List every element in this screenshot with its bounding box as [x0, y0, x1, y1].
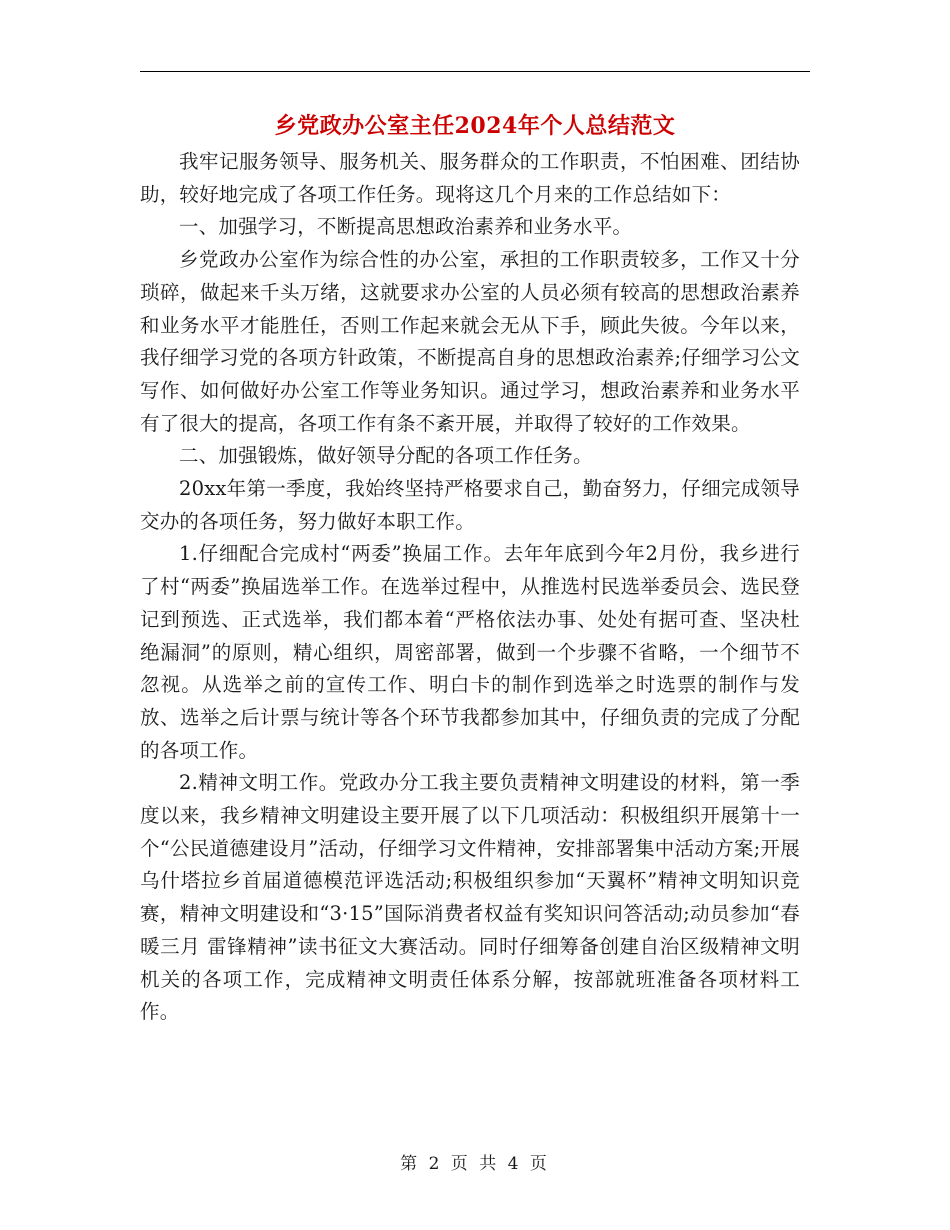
paragraph-intro: 我牢记服务领导、服务机关、服务群众的工作职责，不怕困难、团结协助，较好地完成了各项工作任务。现将这几个月来的工作总结如下： — [140, 150, 800, 206]
paragraph-study: 乡党政办公室作为综合性的办公室，承担的工作职责较多，工作又十分琐碎，做起来千头万绪，这就要求办公室的人员必须有较高的思想政治素养和业务水平才能胜任，否则工作起来就会无从下手，顾此失彼。今年以来，我仔细学习党的各项方针政策，不断提高自身的思想政治素养;仔细学习公文写作、如何做好办公室工作等业务知识。通过学习，想政治素养和业务水平有了很大的提高，各项工作有条不紊开展，并取得了较好的工作效果。 — [140, 248, 800, 435]
header-rule — [140, 71, 810, 72]
section-heading-2: 二、加强锻炼，做好领导分配的各项工作任务。 — [179, 444, 593, 468]
page-footer: 第 2 页 共 4 页 — [400, 1154, 550, 1174]
paragraph-civilization: 2.精神文明工作。党政办分工我主要负责精神文明建设的材料，第一季度以来，我乡精神文明建设主要开展了以下几项活动：积极组织开展第十一个“公民道德建设月”活动，仔细学习文件精神，安排部署集中活动方案;开展乌什塔拉乡首届道德模范评选活动;积极组织参加“天翼杯”精神文明知识竞赛，精神文明建设和“3·15”国际消费者权益有奖知识问答活动;动员参加“春暖三月 雷锋精神”读书征文大赛活动。同时仔细筹备创建自治区级精神文明机关的各项工作，完成精神文明责任体系分解，按部就班准备各项材料工作。 — [140, 771, 800, 1024]
paragraph-first-quarter: 20xx年第一季度，我始终坚持严格要求自己，勤奋努力，仔细完成领导交办的各项任务，努力做好本职工作。 — [140, 477, 800, 533]
paragraph-election: 1.仔细配合完成村“两委”换届工作。去年年底到今年2月份，我乡进行了村“两委”换届选举工作。在选举过程中，从推选村民选举委员会、选民登记到预选、正式选举，我们都本着“严格依法办事、处处有据可查、坚决杜绝漏洞”的原则，精心组织，周密部署，做到一个步骤不省略，一个细节不忽视。从选举之前的宣传工作、明白卡的制作到选举之时选票的制作与发放、选举之后计票与统计等各个环节我都参加其中，仔细负责的完成了分配的各项工作。 — [140, 542, 800, 762]
document-title: 乡党政办公室主任2024年个人总结范文 — [274, 113, 676, 139]
document-body — [140, 146, 800, 1029]
section-heading-1: 一、加强学习，不断提高思想政治素养和业务水平。 — [179, 215, 633, 239]
